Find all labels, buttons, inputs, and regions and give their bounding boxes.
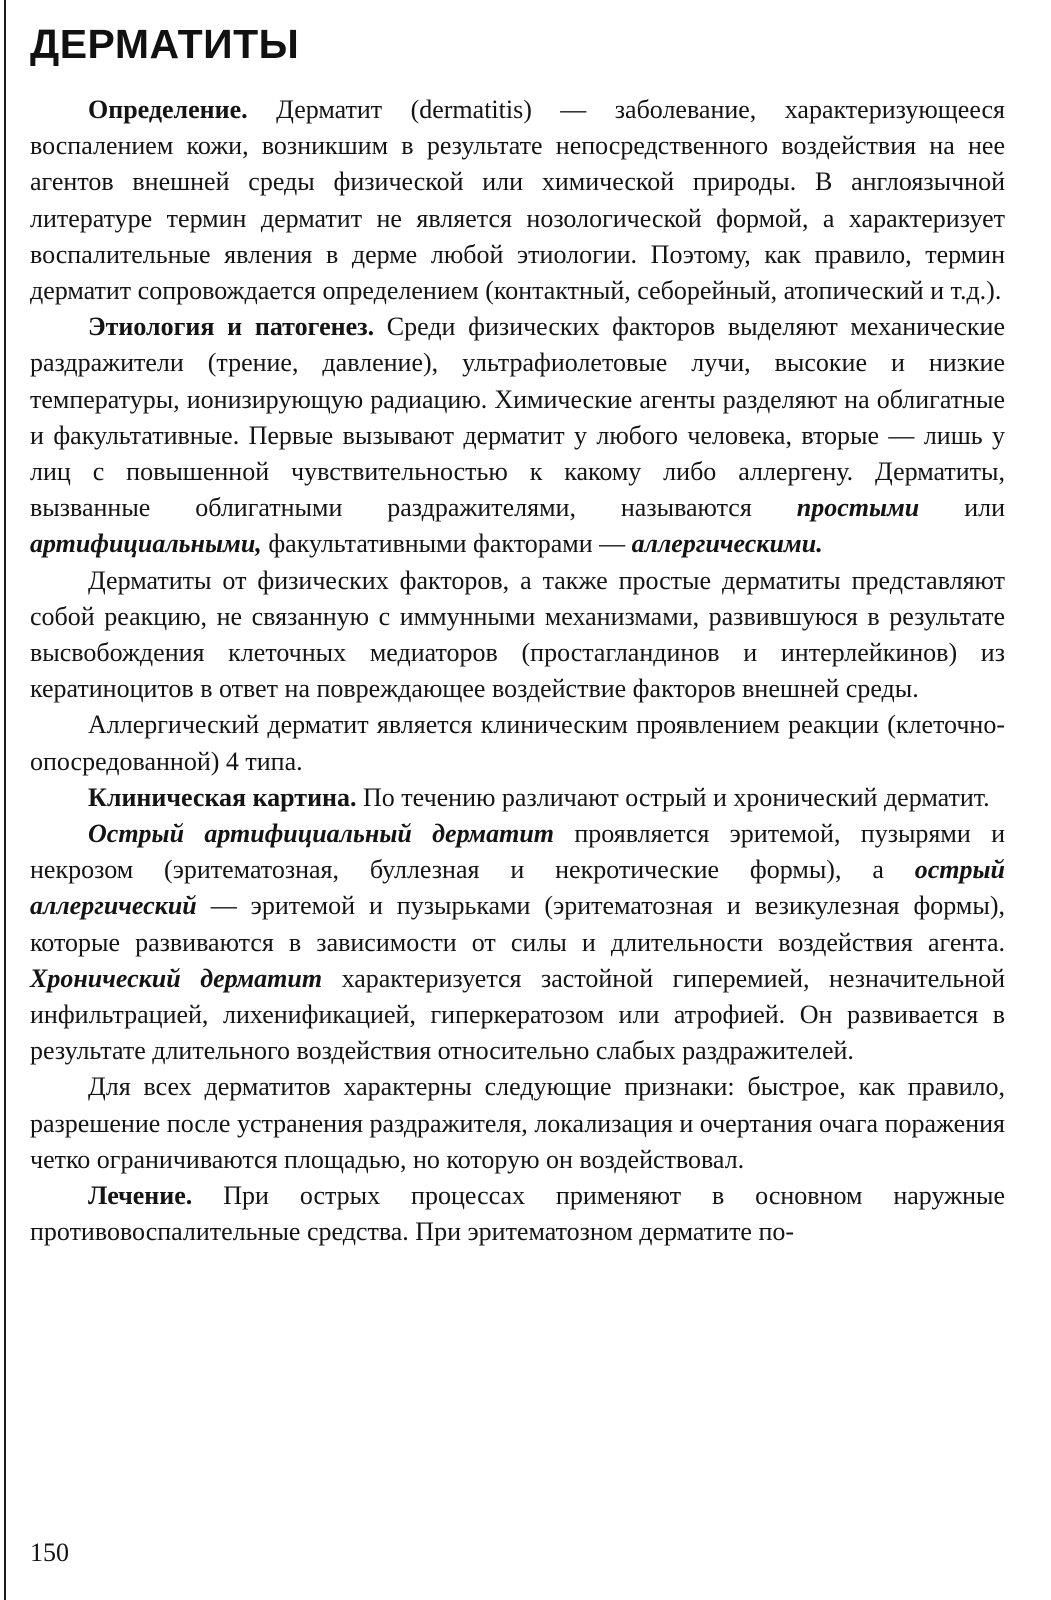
paragraph-text: Среди физических факторов выделяют механические раздражители (трение, давление), ультрафиолетовые лучи, высокие и низкие температуры, ионизирующую радиацию. Химические агенты разделяют на облигатные и факультативные. Первые вызывают дерматит у любого человека, вторые — лишь у лиц с повышенной чувствительностью к какому либо аллергену. Дерматиты, вызванные облигатными раздражителями, называются: [30, 312, 1005, 523]
paragraph-text: Дерматит (dermatitis) — заболевание, характеризующееся воспалением кожи, возникшим в результате непосредственного воздействия на нее агентов внешней среды физической или химической природы. В англоязычной литературе термин дерматит не является нозологической формой, а характеризует воспалительные явления в дерме любой этиологии. Поэтому, как правило, термин дерматит сопровождается определением (контактный, себорейный, атопический и т.д.).: [30, 95, 1005, 306]
paragraph-allergic: [30, 707, 1005, 779]
run-in-heading: Клиническая картина.: [88, 782, 357, 812]
run-in-heading: Определение.: [88, 95, 248, 124]
paragraph-acute-chronic: [30, 816, 1005, 1069]
paragraph-text: Для всех дерматитов характерны следующие признаки: быстрое, как правило, разрешение после устранения раздражителя, локализация и очертания очага поражения четко ограничиваются площадью, но которую он воздействовал.: [30, 1072, 1005, 1174]
emphasis-term: Хронический дерматит: [30, 963, 323, 993]
page-number: 150: [30, 1538, 69, 1567]
paragraph-definition: [30, 92, 1005, 309]
paragraph-etiology: [30, 309, 1005, 562]
paragraph-common-signs: [30, 1069, 1005, 1178]
paragraph-treatment: [30, 1178, 1005, 1250]
emphasis-term: артифициальными,: [30, 529, 262, 559]
paragraph-text: — эритемой и пузырьками (эритематозная и везикулезная формы), которые развиваются в зависимости от силы и длительности воздействия агента.: [30, 891, 1005, 957]
paragraph-text: факультативными факторами —: [261, 529, 632, 559]
emphasis-term: острый аллергический: [30, 855, 1005, 921]
paragraph-text: характеризуется застойной гиперемией, незначительной инфильтрацией, лихенификацией, гиперкератозом или атрофией. Он развивается в результате длительного воздействия относительно слабых раздражителей.: [30, 963, 1005, 1066]
paragraph-text: или: [919, 493, 1005, 523]
run-in-heading: Лечение.: [88, 1181, 193, 1211]
emphasis-term: простыми: [796, 493, 920, 523]
page-edge-line: [4, 0, 6, 1600]
paragraph-text: Аллергический дерматит является клиническим проявлением реакции (клеточно-опосредованной) 4 типа.: [30, 710, 1005, 776]
paragraph-text: Дерматиты от физических факторов, а также простые дерматиты представляют собой реакцию, не связанную с иммунными механизмами, развившуюся в результате высвобождения клеточных медиаторов (простагландинов и интерлейкинов) из кератиноцитов в ответ на повреждающее воздействие факторов внешней среды.: [30, 565, 1005, 704]
paragraph-clinical-picture: [30, 780, 1005, 816]
run-in-heading: Этиология и патогенез.: [88, 312, 375, 342]
chapter-title: ДЕРМАТИТЫ: [30, 21, 300, 67]
emphasis-term: аллергическими.: [631, 529, 823, 559]
emphasis-term: Острый артифициальный дерматит: [88, 819, 555, 849]
paragraph-physical-factors: [30, 563, 1005, 708]
paragraph-text: При острых процессах применяют в основном наружные противовоспалительные средства. При эритематозном дерматите по-: [30, 1181, 1005, 1247]
paragraph-text: По течению различают острый и хронический дерматит.: [356, 782, 990, 812]
paragraph-text: проявляется эритемой, пузырями и некрозом (эритематозная, буллезная и некротические формы), а: [30, 819, 1005, 885]
body-text: [30, 92, 1005, 1251]
